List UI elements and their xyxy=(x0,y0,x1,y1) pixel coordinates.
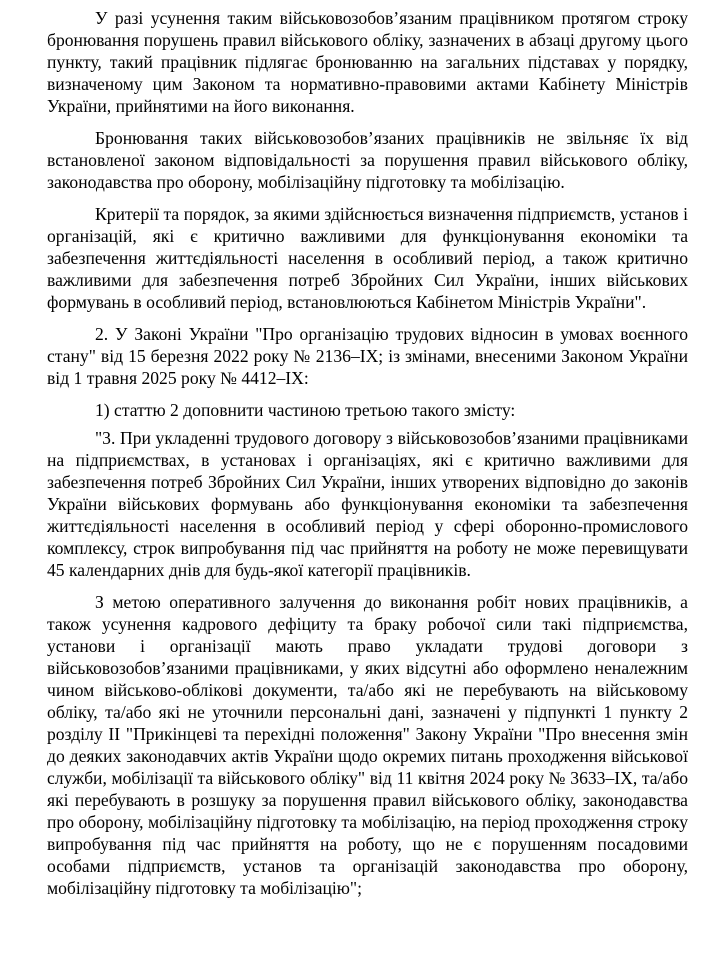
paragraph-hiring-right: З метою оперативного залучення до виконання робіт нових працівників, а також усунення кадрового дефіциту та браку робочої сили такі підприємства, установи і організації мають право укладати трудові договори з військовозобов’язаними працівниками, у яких відсутні або оформлено неналежним чином військово-облікові документи, та/або які не перебувають на військовому обліку, та/або які не уточнили персональні дані, зазначені у підпункті 1 пункту 2 розділу II "Прикінцеві та перехідні положення" Закону України "Про внесення змін до деяких законодавчих актів України щодо окремих питань проходження військової служби, мобілізації та військового обліку" від 11 квітня 2024 року № 3633–IX, та/або які перебувають в розшуку за порушення правил військового обліку, законодавства про оборону, мобілізаційну підготовку та мобілізацію, на період проходження строку випробування під час прийняття на роботу, що не є порушенням посадовими особами підприємств, установ та організацій законодавства про оборону, мобілізаційну підготовку та мобілізацію"; xyxy=(47,592,688,898)
paragraph-reservation-removal: У разі усунення таким військовозобов’язаним працівником протягом строку бронювання порушень правил військового обліку, зазначених в абзаці другому цього пункту, такий працівник підлягає бронюванню на загальних підставах у порядку, визначеному цим Законом та нормативно-правовими актами Кабінету Міністрів України, прийнятими на його виконання. xyxy=(47,8,688,116)
paragraph-probation-term: "3. При укладенні трудового договору з військовозобов’язаними працівниками на підприємствах, в установах і організаціях, які є критично важливими для забезпечення потреб Збройних Сил України, інших утворених відповідно до законів України військових формувань або функціонування економіки та забезпечення життєдіяльності населення в особливий період у сфері оборонно-промислового комплексу, строк випробування під час прийняття на роботу не може перевищувати 45 календарних днів для будь-якої категорії працівників. xyxy=(47,428,688,580)
paragraph-liability: Бронювання таких військовозобов’язаних працівників не звільняє їх від встановленої законом відповідальності за порушення правил військового обліку, законодавства про оборону, мобілізаційну підготовку та мобілізацію. xyxy=(47,128,688,192)
paragraph-article-2: 1) статтю 2 доповнити частиною третьою такого змісту: xyxy=(95,400,516,420)
paragraph-criteria: Критерії та порядок, за якими здійснюється визначення підприємств, установ і організацій, які є критично важливими для функціонування економіки та забезпечення життєдіяльності населення в особливий період, а також критично важливими для забезпечення потреб Збройних Сил України, інших військових формувань в особливий період, встановлюються Кабінетом Міністрів України". xyxy=(47,204,688,312)
paragraph-law-amendment: 2. У Законі України "Про організацію трудових відносин в умовах воєнного стану" від 15 березня 2022 року № 2136–IX; із змінами, внесеними Законом України від 1 травня 2025 року № 4412–IX: xyxy=(47,324,688,388)
